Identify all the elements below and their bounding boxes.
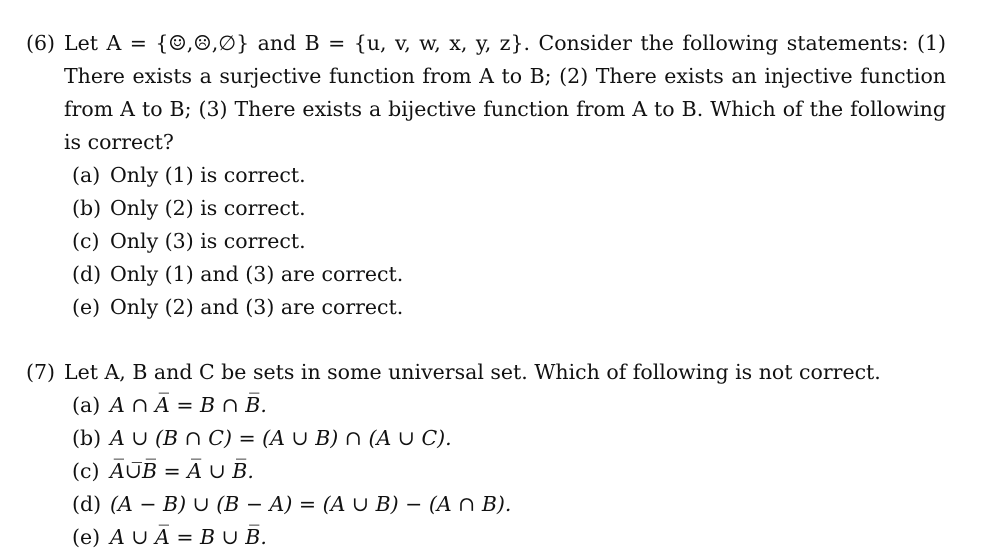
answer-option-c xyxy=(72,225,946,258)
question-stem xyxy=(26,27,946,159)
option-text: Only (1) is correct. xyxy=(110,163,306,187)
option-formula: A ∪ (B ∩ C) = (A ∪ B) ∩ (A ∪ C). xyxy=(110,426,452,450)
option-label: (a) xyxy=(72,163,101,187)
answer-option-d xyxy=(72,258,946,291)
question-number: (7) xyxy=(26,360,56,384)
option-formula: A ∪ A̅ = B ∪ B̅. xyxy=(110,525,267,549)
option-text: Only (1) and (3) are correct. xyxy=(110,262,404,286)
answer-option-b xyxy=(72,422,946,455)
answer-options xyxy=(26,389,946,554)
answer-option-b xyxy=(72,192,946,225)
answer-option-d xyxy=(72,488,946,521)
answer-option-e xyxy=(72,291,946,324)
option-text: Only (2) and (3) are correct. xyxy=(110,295,404,319)
option-label: (d) xyxy=(72,262,102,286)
option-label: (c) xyxy=(72,459,100,483)
answer-option-c xyxy=(72,455,946,488)
option-formula: A̅∪̅B̅ = A̅ ∪ B̅. xyxy=(110,459,254,483)
answer-options xyxy=(26,159,946,324)
option-formula: A ∩ A̅ = B ∩ B̅. xyxy=(110,393,267,417)
answer-option-e xyxy=(72,521,946,554)
question-number: (6) xyxy=(26,31,56,55)
question-text: Let A = {☺,☹,∅} and B = {u, v, w, x, y, z}. Consider the following statements: (1) There exists a surjective function from A to B; (2) There exists an injective function from A to B; (3) There exists a bijective function from A to B. Which of the following is correct? xyxy=(64,31,946,154)
question-text: Let A, B and C be sets in some universal set. Which of following is not correct. xyxy=(64,360,881,384)
option-formula: (A − B) ∪ (B − A) = (A ∪ B) − (A ∩ B). xyxy=(110,492,512,516)
option-label: (b) xyxy=(72,196,102,220)
option-label: (e) xyxy=(72,295,101,319)
answer-option-a xyxy=(72,389,946,422)
option-label: (c) xyxy=(72,229,100,253)
option-text: Only (3) is correct. xyxy=(110,229,306,253)
question-6 xyxy=(26,27,946,324)
option-text: Only (2) is correct. xyxy=(110,196,306,220)
option-label: (e) xyxy=(72,525,101,549)
option-label: (a) xyxy=(72,393,101,417)
answer-option-a xyxy=(72,159,946,192)
question-7 xyxy=(26,356,946,554)
option-label: (b) xyxy=(72,426,102,450)
option-label: (d) xyxy=(72,492,102,516)
question-stem xyxy=(26,356,946,389)
